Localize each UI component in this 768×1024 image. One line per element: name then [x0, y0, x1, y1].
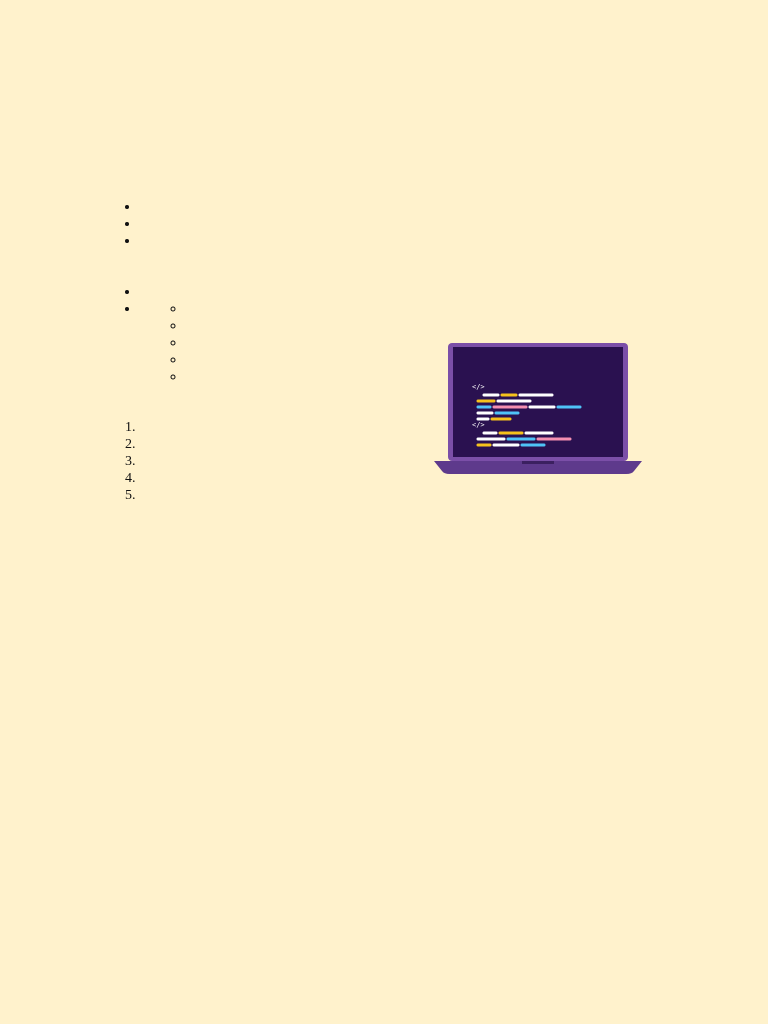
school-title — [93, 88, 675, 128]
sublist-item — [185, 300, 675, 317]
svg-text:</>: </> — [472, 421, 485, 429]
languages-list — [93, 198, 675, 249]
sublist-item — [185, 317, 675, 334]
list-item — [139, 232, 675, 249]
list-item — [139, 283, 675, 300]
list-item — [139, 487, 675, 504]
laptop-code-icon — [434, 343, 642, 475]
notice-content — [93, 88, 675, 555]
list-item — [139, 198, 675, 215]
list-item — [139, 215, 675, 232]
svg-text:</>: </> — [472, 383, 485, 391]
